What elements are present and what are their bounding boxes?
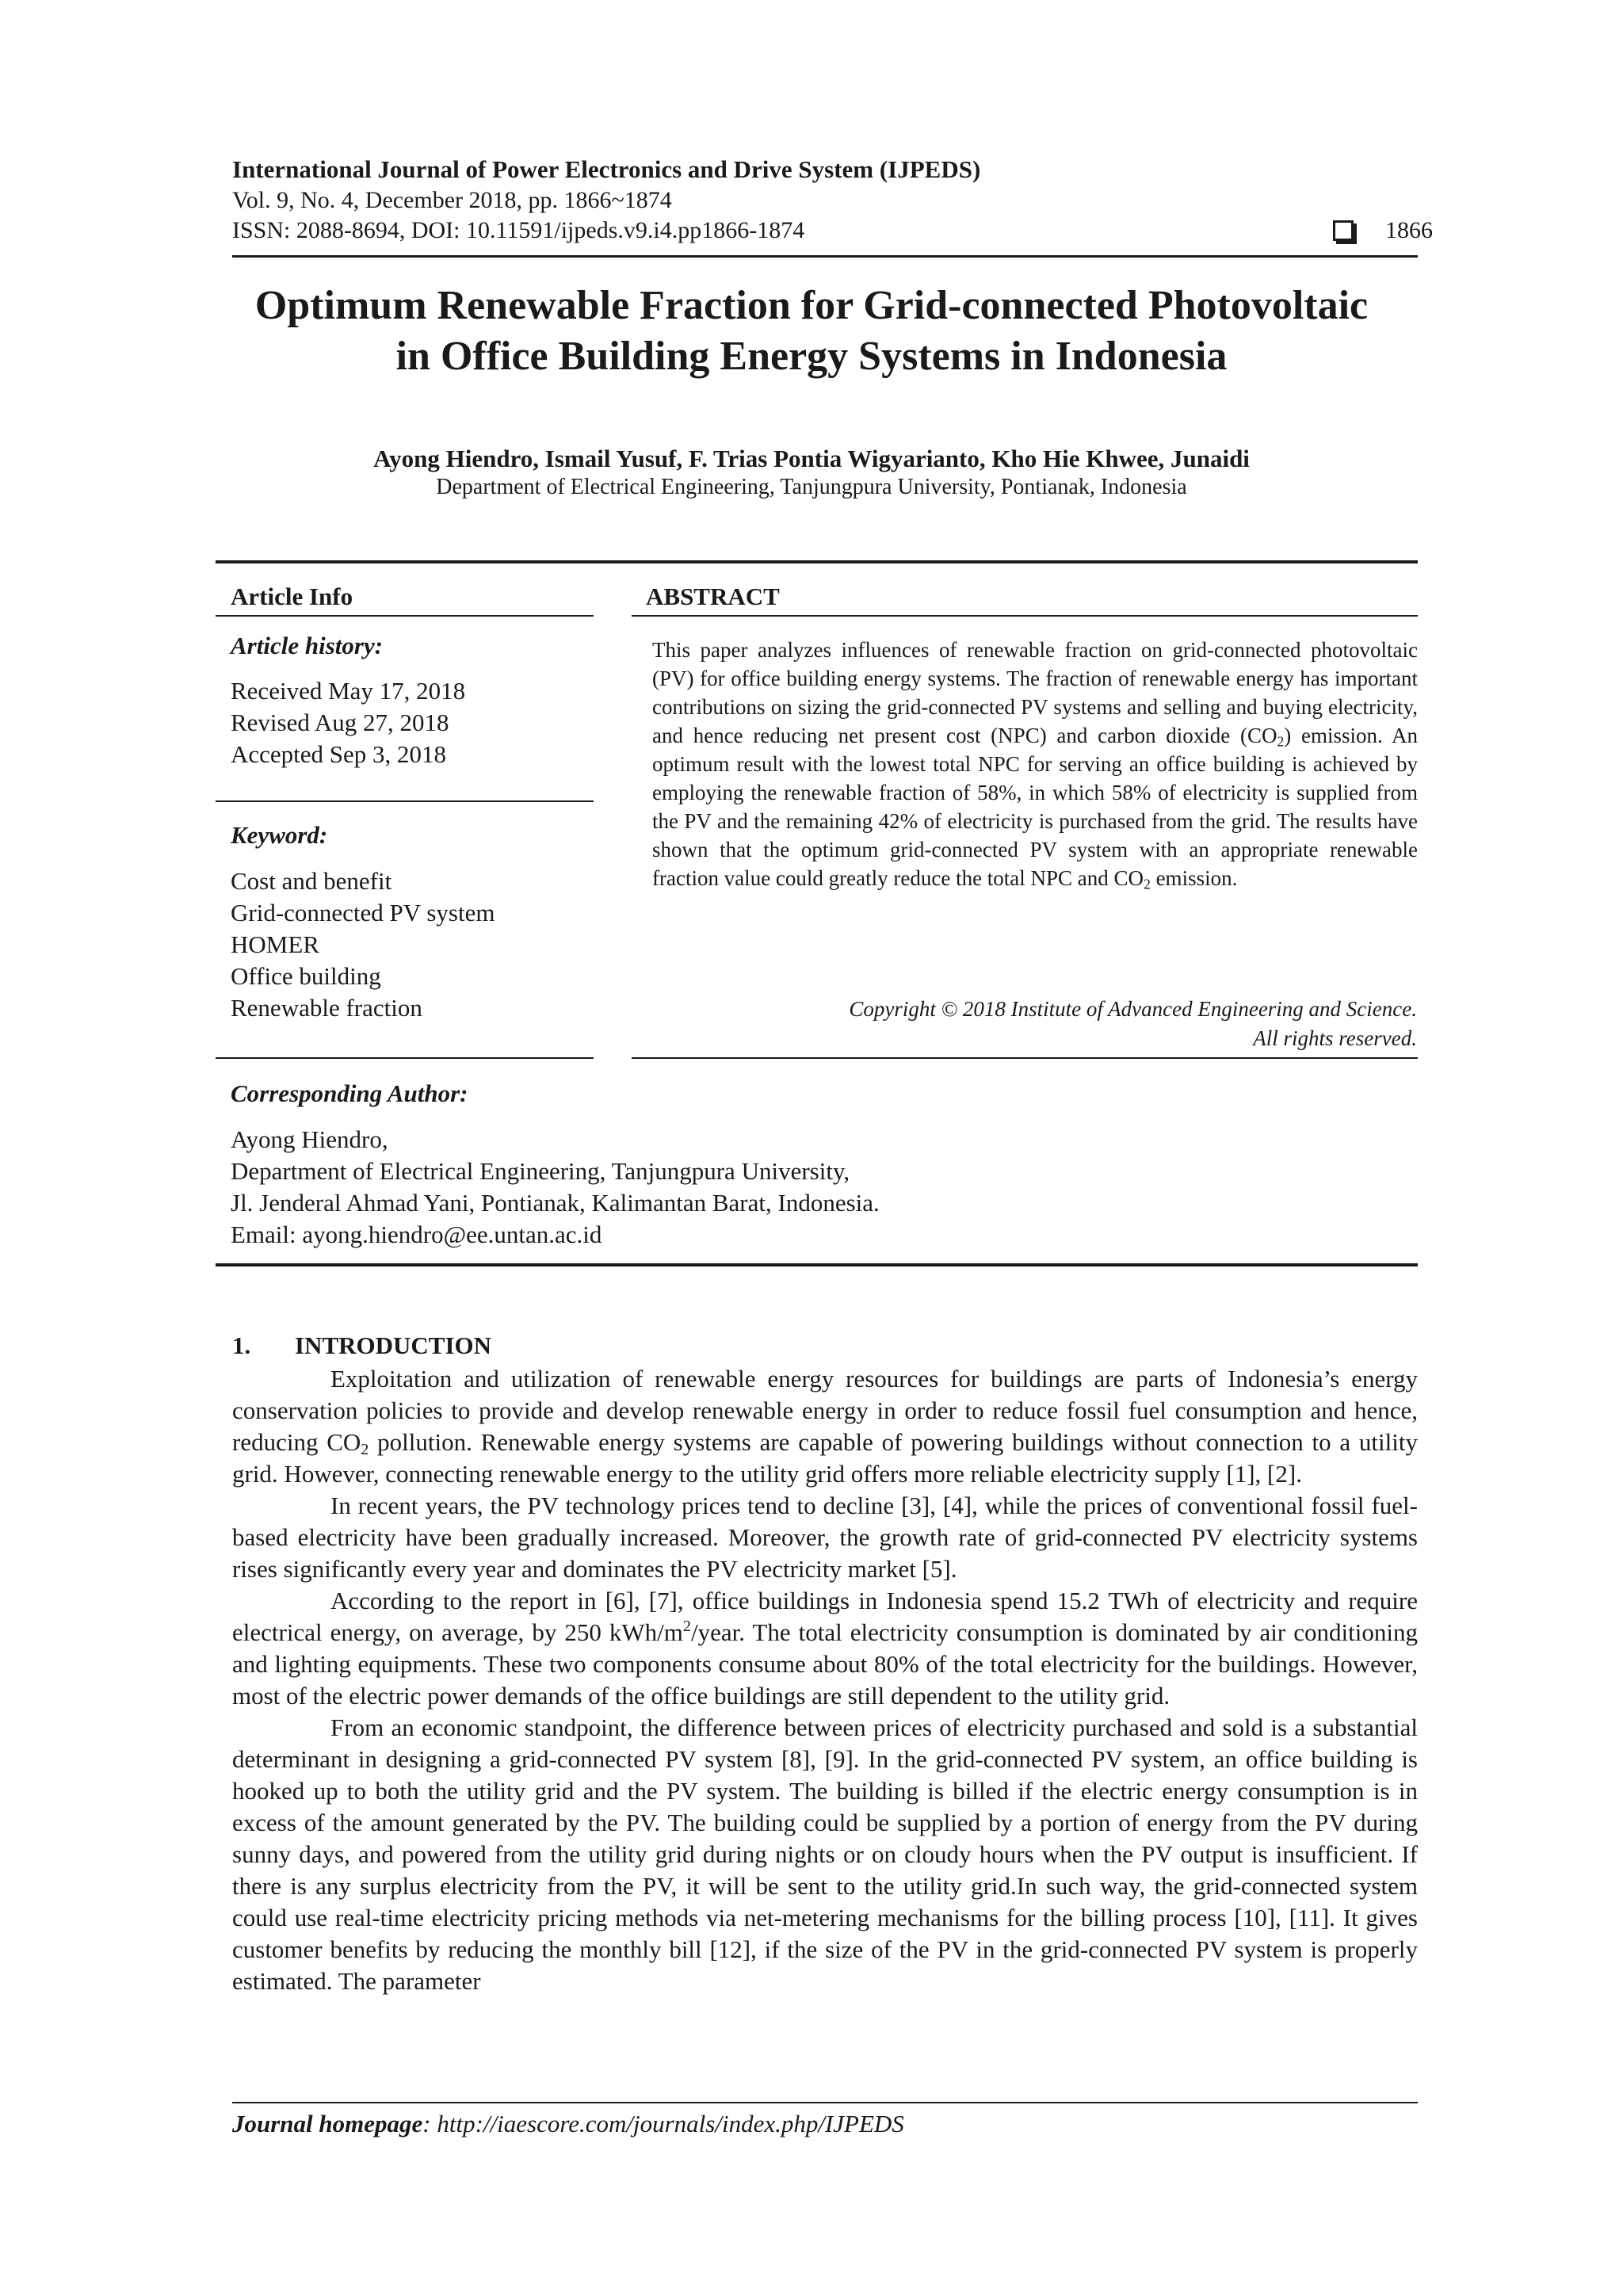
abstract-underline xyxy=(632,615,1418,617)
corresponding-author-heading: Corresponding Author: xyxy=(231,1079,468,1107)
keyword-item: Cost and benefit xyxy=(231,867,392,895)
corresponding-bottom-rule xyxy=(216,1263,1418,1266)
author-department: Department of Electrical Engineering, Tanjungpura University, xyxy=(231,1157,850,1185)
abstract-text: This paper analyzes influences of renewable fraction on grid-connected photovoltaic (PV) for office building energy systems. The fraction of renewable energy has important contributions on sizing the grid-connected PV systems and selling and buying electricity, and hence reducing net present cost (NPC) and carbon dioxide $(CO_2)$ emission. An optimum result with the lowest total NPC for serving an office building is achieved by employing the renewable fraction of 58%, in which 58% of electricity is supplied from the PV and the remaining 42% of electricity is purchased from the grid. The results have shown that the optimum grid-connected PV system with an appropriate renewable fraction value could greatly reduce the total NPC and $CO_2$ emission. xyxy=(652,638,1418,892)
title-line-1: Optimum Renewable Fraction for Grid-connected Photovoltaic xyxy=(254,283,1369,328)
intro-paragraph-1: Exploitation and utilization of renewable energy resources for buildings are parts of Indonesia’s energy conservation policies to provide and develop renewable energy in order to reduce fossil fuel consumption and hence, reducing $CO_2$ pollution. Renewable energy systems are capable of powering buildings without connection to a utility grid. However, connecting renewable energy to the utility grid offers more reliable electricity supply [1], [2]. xyxy=(232,1365,1418,1488)
keyword-divider xyxy=(216,1057,594,1059)
article-history xyxy=(231,675,465,770)
article-info-underline xyxy=(216,615,594,617)
intro-paragraph-4: From an economic standpoint, the difference between prices of electricity purchased and sold is a substantial determinant in designing a grid-connected PV system [8], [9]. In the grid-connected PV system, an office building is hooked up to both the utility grid and the PV system. The building is billed if the electric energy consumption is in excess of the amount generated by the PV. The building could be supplied by a portion of energy from the PV during sunny days, and powered from the utility grid during nights or on cloudy hours when the PV output is insufficient. If there is any surplus electricity from the PV, it will be sent to the utility grid.In such way, the grid-connected system could use real-time electricity pricing methods via net-metering mechanisms for the billing process [10], [11]. It gives customer benefits by reducing the monthly bill [12], if the size of the PV in the grid-connected PV system is properly estimated. The parameter xyxy=(232,1713,1418,1995)
header-rule xyxy=(232,255,1418,258)
section-number: 1. xyxy=(232,1331,251,1359)
abstract-bottom-rule xyxy=(632,1057,1418,1059)
keyword-item: Grid-connected PV system xyxy=(231,899,495,926)
revised-date: Revised Aug 27, 2018 xyxy=(231,709,449,736)
affiliation: Department of Electrical Engineering, Tanjungpura University, Pontianak, Indonesia xyxy=(436,475,1187,499)
author-email: Email: ayong.hiendro@ee.untan.ac.id xyxy=(231,1221,602,1248)
square-bullet-icon xyxy=(1333,220,1354,241)
section-heading-introduction xyxy=(232,1331,491,1360)
keyword-item: Renewable fraction xyxy=(231,994,422,1022)
page-number-group xyxy=(1333,217,1433,244)
author-name: Ayong Hiendro, xyxy=(231,1125,388,1153)
title-line-2: in Office Building Energy Systems in Indonesia xyxy=(395,334,1228,379)
author-address: Jl. Jenderal Ahmad Yani, Pontianak, Kalimantan Barat, Indonesia. xyxy=(231,1189,880,1217)
intro-paragraph-2: In recent years, the PV technology prices tend to decline [3], [4], while the prices of conventional fossil fuel-based electricity have been gradually increased. Moreover, the growth rate of grid-connected PV electricity systems rises significantly every year and dominates the PV electricity market [5]. xyxy=(232,1492,1418,1583)
journal-volume: Vol. 9, No. 4, December 2018, pp. 1866~1874 xyxy=(232,187,672,213)
footer-rule xyxy=(232,2102,1418,2103)
keyword-list xyxy=(231,865,495,1024)
intro-paragraph-3: According to the report in [6], [7], office buildings in Indonesia spend 15.2 TWh of electricity and require electrical energy, on average, by 250 kWh/$m^2$/year. The total electricity consumption is dominated by air conditioning and lighting equipments. These two components consume about 80% of the total electricity for the buildings. However, most of the electric power demands of the office buildings are still dependent to the utility grid. xyxy=(232,1587,1418,1710)
homepage-label: Journal homepage xyxy=(232,2110,423,2137)
article-info-heading: Article Info xyxy=(231,583,353,610)
accepted-date: Accepted Sep 3, 2018 xyxy=(231,740,447,768)
info-top-rule xyxy=(216,560,1418,563)
page-number: 1866 xyxy=(1385,217,1433,243)
author-list: Ayong Hiendro, Ismail Yusuf, F. Trias Pontia Wigyarianto, Kho Hie Khwee, Junaidi xyxy=(373,445,1250,472)
journal-homepage xyxy=(232,2110,904,2138)
article-history-heading: Article history: xyxy=(231,632,384,659)
corresponding-author-details xyxy=(231,1124,880,1251)
abstract-heading: ABSTRACT xyxy=(646,583,780,610)
paper-title xyxy=(158,281,1465,382)
keyword-item: Office building xyxy=(231,962,381,990)
keyword-item: HOMER xyxy=(231,930,319,958)
history-divider xyxy=(216,800,594,802)
copyright-notice: Copyright © 2018 Institute of Advanced Engineering and Science. All rights reserved. xyxy=(849,997,1417,1050)
received-date: Received May 17, 2018 xyxy=(231,677,466,705)
journal-issn-doi: ISSN: 2088-8694, DOI: 10.11591/ijpeds.v9.i4.pp1866-1874 xyxy=(232,217,805,243)
introduction-body xyxy=(232,1363,1418,1997)
homepage-url[interactable]: : http://iaescore.com/journals/index.php/IJPEDS xyxy=(422,2110,904,2137)
journal-name: International Journal of Power Electronics and Drive System (IJPEDS) xyxy=(232,155,981,183)
section-title: INTRODUCTION xyxy=(295,1331,492,1359)
keyword-heading: Keyword: xyxy=(231,821,328,849)
